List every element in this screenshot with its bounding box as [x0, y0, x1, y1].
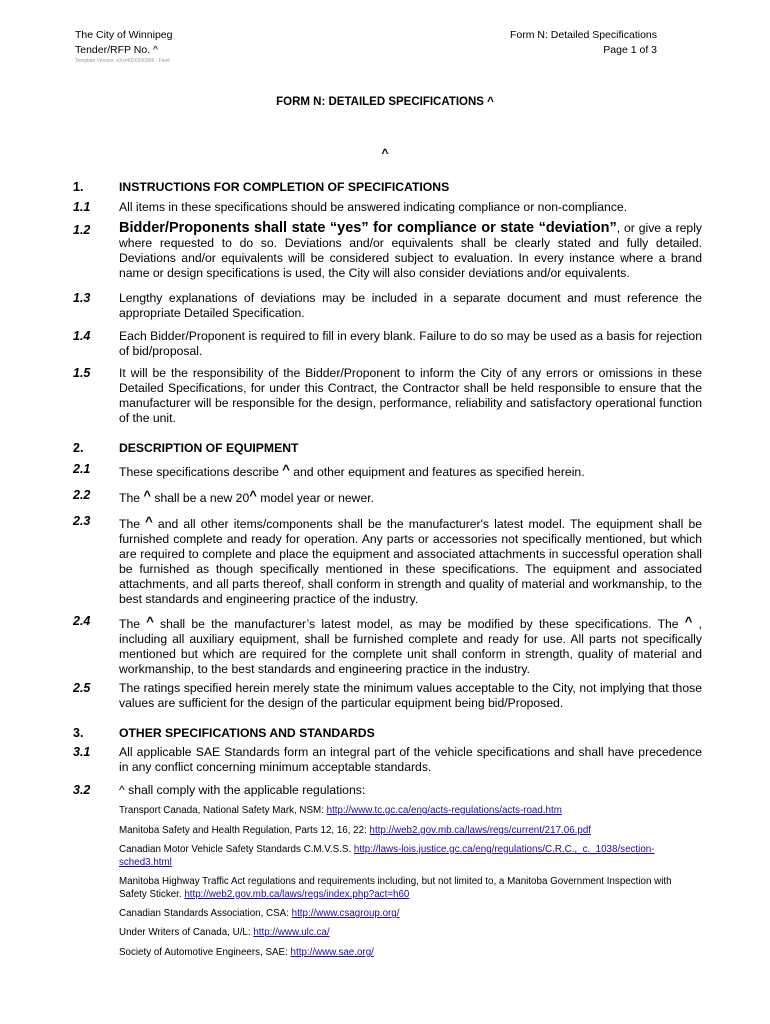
clause-text: and other equipment and features as specified herein. [289, 465, 585, 479]
caret-placeholder: ^ [684, 614, 693, 629]
regulation-item [119, 805, 702, 818]
header-right [510, 28, 657, 58]
clause-text: The [119, 617, 147, 631]
section-1-title: INSTRUCTIONS FOR COMPLETION OF SPECIFICATIONS [119, 180, 450, 194]
clause-text: shall be the manufacturer’s latest model, as may be modified by these specifications. The [153, 617, 685, 631]
caret-placeholder: ^ [249, 488, 257, 503]
header-city: The City of Winnipeg [75, 29, 173, 41]
regulation-link[interactable]: http://www.csagroup.org/ [291, 908, 400, 919]
clause-text: shall be a new 20 [150, 491, 250, 505]
regulation-item [119, 927, 702, 940]
clause-2-5: The ratings specified herein merely state the minimum values acceptable to the City, not implying that those values are sufficient for the design of the particular equipment being bid/Proposed. [119, 681, 702, 710]
regulation-item [119, 876, 702, 901]
regulation-link[interactable]: http://laws-lois.justice.gc.ca/eng/regulations/C.R.C.,_c._1038/section-sched3.html [119, 844, 655, 868]
regulation-link[interactable]: http://www.tc.gc.ca/eng/acts-regulations/acts-road.htm [326, 805, 562, 816]
regulation-label: Manitoba Safety and Health Regulation, Parts 12, 16, 22: [119, 825, 370, 836]
regulation-label: Transport Canada, National Safety Mark, NSM: [119, 805, 327, 816]
section-2-title: DESCRIPTION OF EQUIPMENT [119, 441, 299, 455]
clause-1-2-text: , or give a reply where requested to do so. Deviations and/or equivalents shall be clearly stated and fully detailed. Deviations and/or equivalents will be considered subject to evaluation. In every instance where a brand name or design specifications is used, the City will also consider deviations and/or equivalents. [119, 221, 702, 280]
regulation-label: Canadian Standards Association, CSA: [119, 908, 292, 919]
clause-2-3 [119, 514, 702, 607]
regulation-label: Canadian Motor Vehicle Safety Standards C.M.V.S.S. [119, 844, 354, 855]
clause-number: 1.3 [73, 291, 91, 305]
clause-1-2 [119, 221, 702, 281]
section-1-number: 1. [73, 180, 84, 194]
clause-text: model year or newer. [256, 491, 375, 505]
clause-number: 3.1 [73, 745, 91, 759]
placeholder-caret: ^ [381, 146, 389, 160]
regulation-link[interactable]: http://web2.gov.mb.ca/laws/regs/index.php?act=h60 [184, 888, 410, 900]
caret-placeholder: ^ [143, 488, 151, 503]
regulation-link[interactable]: http://www.ulc.ca/ [253, 927, 330, 938]
clause-number: 1.1 [73, 200, 91, 214]
section-3-title: OTHER SPECIFICATIONS AND STANDARDS [119, 726, 375, 740]
clause-text: and all other items/components shall be the manufacturer's latest model. The equipment shall be furnished complete and ready for operation. Any parts or accessories not specifically mentioned, but which are required to complete and place the equipment and associated attachments in successful operation shall be furnished as though specifically mentioned in these specifications. The equipment and associated attachments, and all parts thereof, shall conform in strength and quality of material and workmanship, to the best standards and engineering practice of the industry. [119, 517, 702, 606]
template-version: Template Version: eXxr4020200306 - Fleet [75, 58, 170, 64]
regulation-link[interactable]: http://www.sae.org/ [290, 947, 374, 958]
clause-1-3: Lengthy explanations of deviations may be included in a separate document and must reference the appropriate Detailed Specification. [119, 291, 702, 320]
regulation-item [119, 947, 702, 960]
clause-2-2 [119, 488, 702, 506]
clause-number: 2.4 [73, 614, 91, 628]
caret-placeholder: ^ [146, 614, 154, 629]
clause-number: 2.1 [73, 462, 91, 476]
regulation-item [119, 908, 702, 921]
clause-number: 2.5 [73, 681, 91, 695]
clause-text: The [119, 517, 146, 531]
section-3-number: 3. [73, 726, 84, 740]
caret-placeholder: ^ [145, 514, 153, 529]
clause-1-1: All items in these specifications should be answered indicating compliance or non-compliance. [119, 200, 628, 214]
clause-number: 2.3 [73, 514, 91, 528]
header-left [75, 28, 172, 64]
regulation-label: Manitoba Highway Traffic Act regulations and requirements including, but not limited to, a Manitoba Government Inspection with Safety Sticker. [119, 876, 672, 900]
clause-1-5: It will be the responsibility of the Bidder/Proponent to inform the City of any errors or omissions in these Detailed Specifications, for under this Contract, the Contractor shall be held responsible to ensure that the manufacturer will be responsible for the design, performance, reliability and satisfactory operational function of the unit. [119, 366, 702, 425]
clause-2-1 [119, 462, 702, 480]
page-title: FORM N: DETAILED SPECIFICATIONS ^ [276, 96, 494, 108]
section-2-number: 2. [73, 441, 84, 455]
clause-2-4 [119, 614, 702, 677]
page-number: Page 1 of 3 [603, 44, 657, 56]
clause-3-1: All applicable SAE Standards form an integral part of the vehicle specifications and shall have precedence in any conflict concerning minimum acceptable standards. [119, 745, 702, 774]
regulation-label: Under Writers of Canada, U/L: [119, 927, 254, 938]
header-form-name: Form N: Detailed Specifications [509, 29, 657, 41]
clause-3-2: ^ shall comply with the applicable regulations: [119, 783, 366, 797]
regulation-item [119, 825, 702, 838]
caret-placeholder: ^ [282, 462, 290, 477]
clause-number: 1.4 [73, 329, 91, 343]
clause-number: 1.2 [73, 223, 91, 237]
regulation-label: Society of Automotive Engineers, SAE: [119, 947, 291, 958]
clause-text: The [119, 491, 144, 505]
clause-number: 2.2 [73, 488, 91, 502]
clause-1-2-lead: Bidder/Proponents shall state “yes” for compliance or state “deviation” [119, 220, 617, 236]
header-tender-no: Tender/RFP No. ^ [75, 44, 158, 56]
clause-text: , including all auxiliary equipment, shall be furnished complete and ready for use. All parts not specifically mentioned but which are required for the complete unit shall conform in strength, quality of material and workmanship, to the best standards and engineering practice in the industry. [119, 617, 702, 676]
clause-1-4: Each Bidder/Proponent is required to fill in every blank. Failure to do so may be used as a basis for rejection of bid/proposal. [119, 329, 702, 358]
clause-number: 3.2 [73, 783, 91, 797]
regulation-item [119, 844, 702, 869]
clause-number: 1.5 [73, 366, 91, 380]
clause-text: These specifications describe [119, 465, 283, 479]
regulation-link[interactable]: http://web2.gov.mb.ca/laws/regs/current/217.06.pdf [369, 825, 591, 836]
